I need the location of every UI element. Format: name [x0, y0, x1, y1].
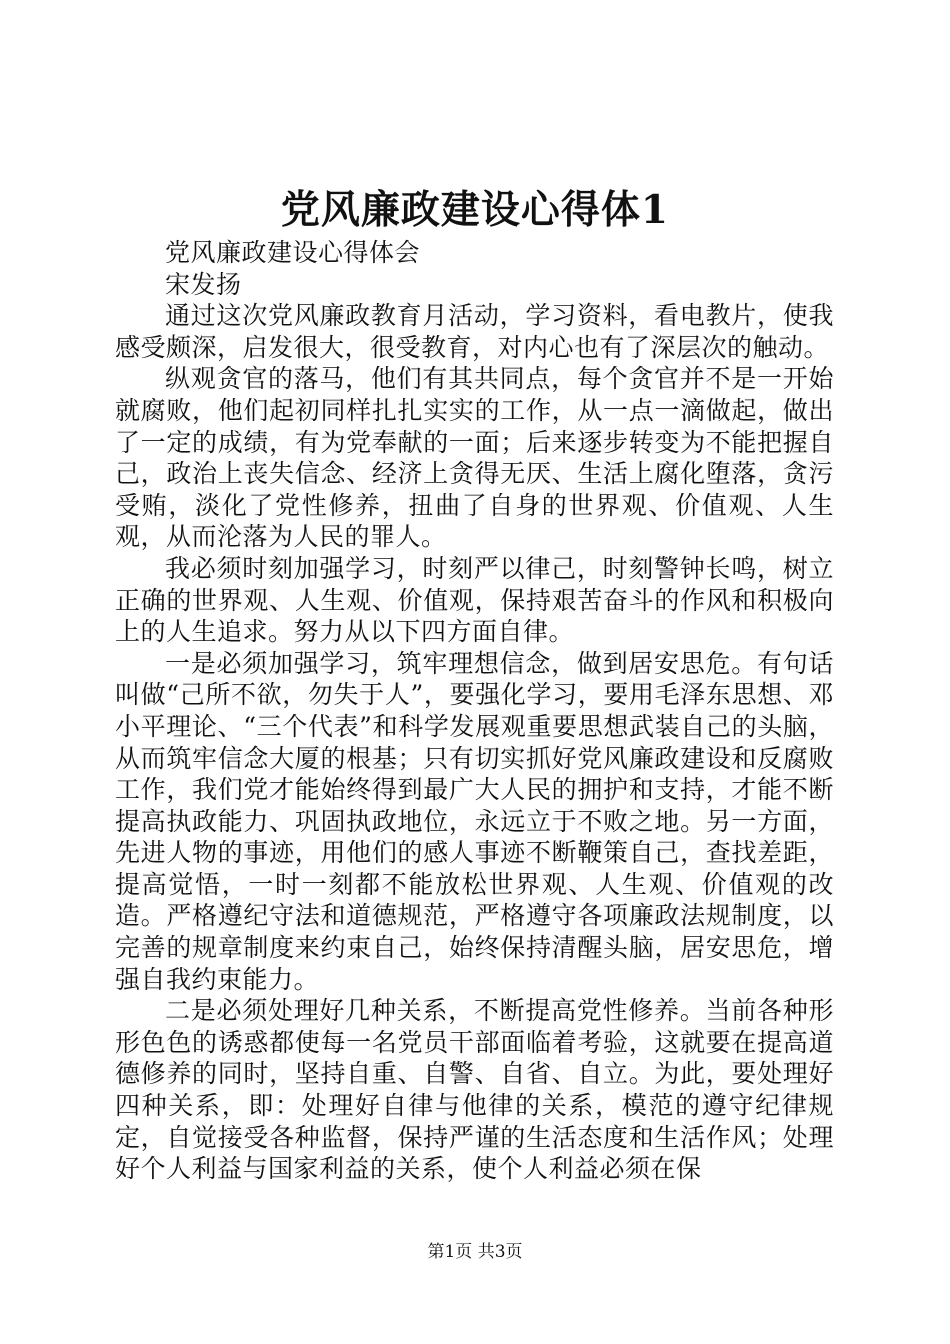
- paragraph: 一是必须加强学习，筑牢理想信念，做到居安思危。有句话叫做“己所不欲，勿失于人”，要强化学习，要用毛泽东思想、邓小平理论、“三个代表”和科学发展观重要思想武装自己的头脑，从而筑牢信念大厦的根基；只有切实抓好党风廉政建设和反腐败工作，我们党才能始终得到最广大人民的拥护和支持，才能不断提高执政能力、巩固执政地位，永远立于不败之地。另一方面，先进人物的事迹，用他们的感人事迹不断鞭策自己，查找差距，提高觉悟，一时一刻都不能放松世界观、人生观、价值观的改造。严格遵纪守法和道德规范，严格遵守各项廉政法规制度，以完善的规章制度来约束自己，始终保持清醒头脑，居安思危，增强自我约束能力。: [115, 648, 834, 994]
- paragraph: 我必须时刻加强学习，时刻严以律己，时刻警钟长鸣，树立正确的世界观、人生观、价值观，保持艰苦奋斗的作风和积极向上的人生追求。努力从以下四方面自律。: [115, 553, 834, 647]
- document-title: 党风廉政建设心得体1: [280, 187, 670, 233]
- paragraph-subtitle: 党风廉政建设心得体会: [165, 238, 421, 267]
- page-footer: 第1页 共3页: [427, 1242, 523, 1262]
- paragraph-author: 宋发扬: [165, 269, 242, 299]
- paragraph: 纵观贪官的落马，他们有其共同点，每个贪官并不是一开始就腐败，他们起初同样扎扎实实的工作，从一点一滴做起，做出了一定的成绩，有为党奉献的一面；后来逐步转变为不能把握自己，政治上丧失信念、经济上贪得无厌、生活上腐化堕落，贪污受贿，淡化了党性修养，扭曲了自身的世界观、价值观、人生观，从而沦落为人民的罪人。: [115, 364, 834, 552]
- paragraph: 二是必须处理好几种关系，不断提高党性修养。当前各种形形色色的诱惑都使每一名党员干部面临着考验，这就要在提高道德修养的同时，坚持自重、自警、自省、自立。为此，要处理好四种关系，即：处理好自律与他律的关系，模范的遵守纪律规定，自觉接受各种监督，保持严谨的生活态度和生活作风；处理好个人利益与国家利益的关系，使个人利益必须在保: [115, 996, 834, 1184]
- document-body: [115, 237, 834, 1185]
- paragraph: 通过这次党风廉政教育月活动，学习资料，看电教片，使我感受颇深，启发很大，很受教育，对内心也有了深层次的触动。: [115, 301, 834, 362]
